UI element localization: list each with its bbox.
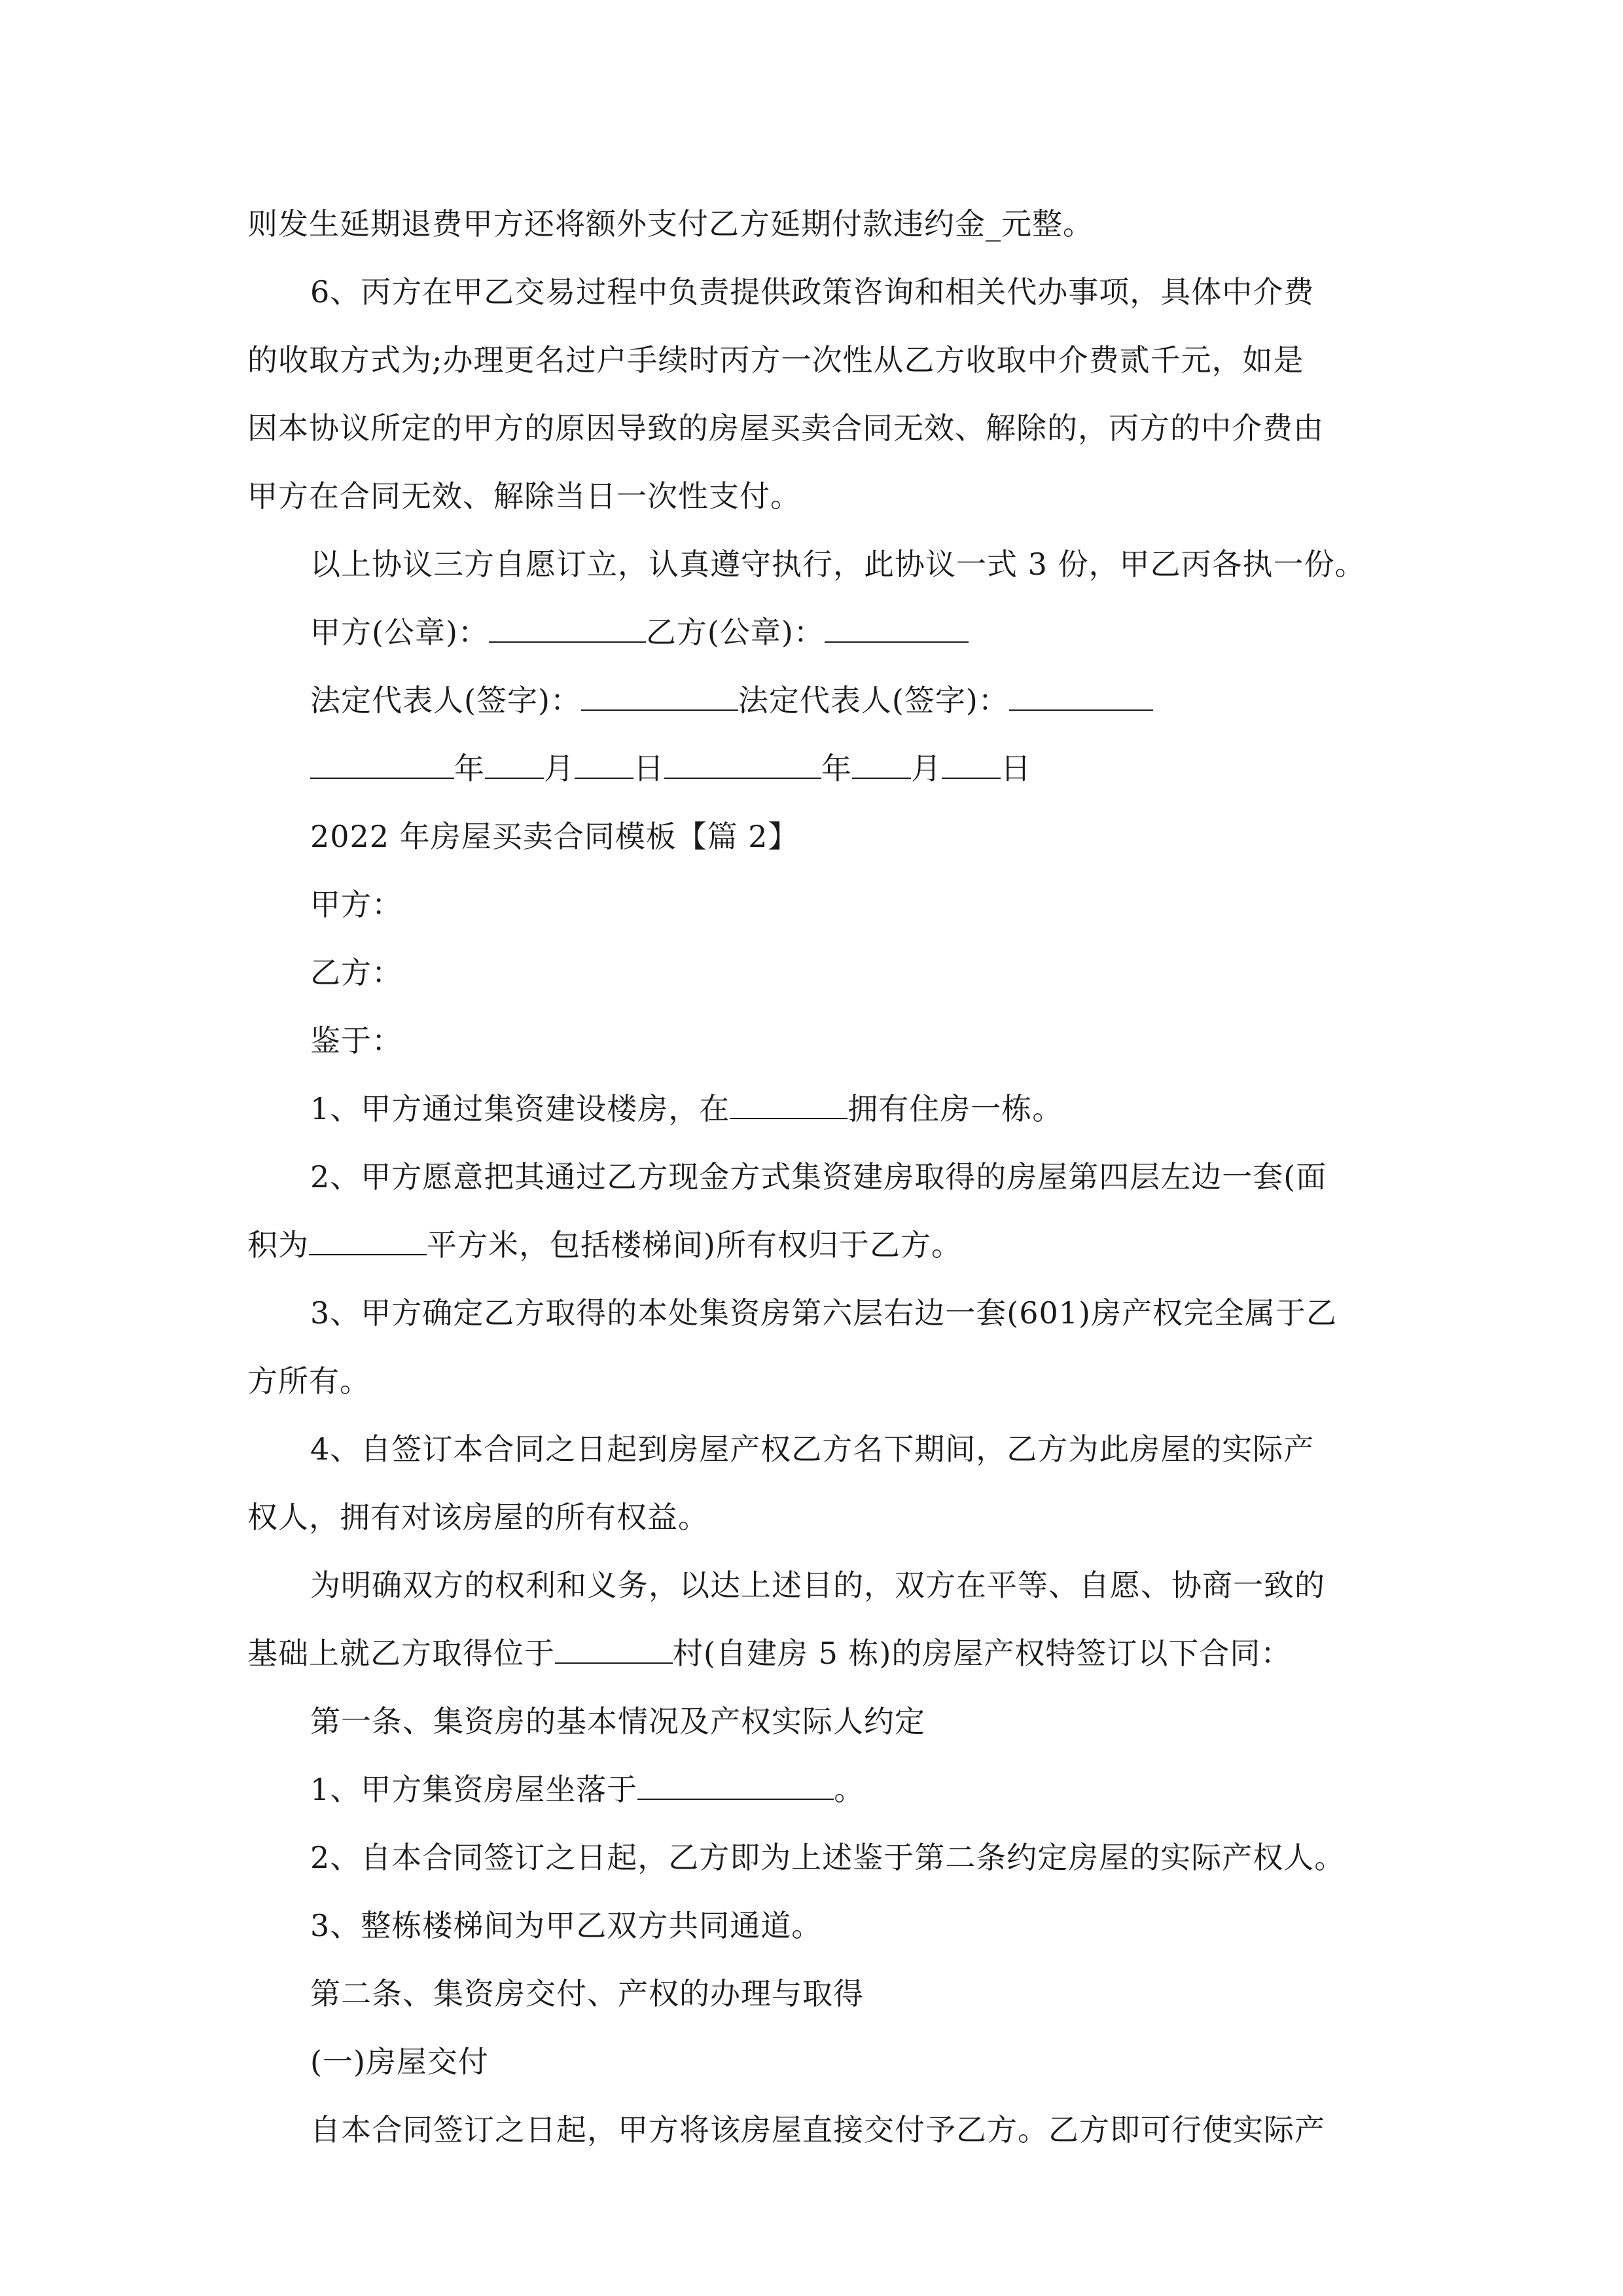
day-b-blank — [942, 751, 1001, 779]
location-blank — [730, 1092, 847, 1119]
whereas-line: 鉴于： — [310, 1023, 402, 1058]
paragraph-line: 的收取方式为;办理更名过户手续时丙方一次性从乙方收取中介费贰千元，如是 — [247, 342, 1304, 378]
rep-a-label: 法定代表人(签字)： — [310, 683, 581, 718]
whereas-1-text: 1、甲方通过集资建设楼房，在 — [310, 1091, 730, 1126]
area-text-end: 平方米，包括楼梯间)所有权归于乙方。 — [427, 1227, 962, 1263]
paragraph-line — [247, 1619, 1390, 1687]
area-blank — [309, 1228, 427, 1255]
whereas-item-1 — [247, 1075, 1390, 1143]
article-heading: 第一条、集资房的基本情况及产权实际人约定 — [310, 1704, 925, 1739]
signature-line-seal — [247, 598, 1390, 666]
paragraph-line: 3、甲方确定乙方取得的本处集资房第六层右边一套(601)房产权完全属于乙 — [310, 1295, 1337, 1331]
paragraph-line: 6、丙方在甲乙交易过程中负责提供政策咨询和相关代办事项，具体中介费 — [310, 274, 1315, 310]
year-label: 年 — [821, 751, 852, 786]
address-end: 。 — [834, 1772, 865, 1807]
article-item: 3、整栋楼梯间为甲乙双方共同通道。 — [310, 1908, 823, 1943]
party-a-seal-blank — [489, 615, 646, 643]
address-label: 1、甲方集资房屋坐落于 — [310, 1772, 638, 1807]
month-b-blank — [852, 751, 911, 779]
section-heading: 2022 年房屋买卖合同模板【篇 2】 — [310, 819, 799, 854]
date-b-blank — [664, 751, 821, 779]
village-blank — [555, 1636, 673, 1664]
signature-line-representative — [247, 666, 1390, 734]
month-label: 月 — [911, 751, 942, 786]
address-blank — [637, 1772, 834, 1800]
village-text-end: 村(自建房 5 栋)的房屋产权特签订以下合同： — [673, 1636, 1292, 1671]
paragraph-line — [247, 1211, 1390, 1279]
area-label: 积为 — [247, 1227, 309, 1263]
subsection-heading: (一)房屋交付 — [310, 2044, 489, 2079]
whereas-1-text-end: 拥有住房一栋。 — [847, 1091, 1063, 1126]
year-label: 年 — [454, 751, 485, 786]
date-a-blank — [310, 751, 454, 779]
party-b-line: 乙方： — [310, 955, 402, 990]
party-b-seal-blank — [825, 615, 969, 643]
party-b-seal-label: 乙方(公章)： — [645, 615, 825, 650]
day-a-blank — [575, 751, 633, 779]
paragraph-line: 权人，拥有对该房屋的所有权益。 — [247, 1499, 709, 1535]
document-body — [247, 190, 1390, 2164]
paragraph-line: 以上协议三方自愿订立，认真遵守执行，此协议一式 3 份，甲乙丙各执一份。 — [310, 547, 1366, 582]
day-label: 日 — [633, 751, 664, 786]
paragraph-line: 则发生延期退费甲方还将额外支付乙方延期付款违约金_元整。 — [247, 206, 1094, 242]
article-item: 2、自本合同签订之日起，乙方即为上述鉴于第二条约定房屋的实际产权人。 — [310, 1840, 1346, 1875]
month-label: 月 — [544, 751, 575, 786]
paragraph-line: 为明确双方的权利和义务，以达上述目的，双方在平等、自愿、协商一致的 — [310, 1568, 1325, 1603]
rep-b-label: 法定代表人(签字)： — [738, 683, 1009, 718]
party-a-seal-label: 甲方(公章)： — [310, 615, 489, 650]
paragraph-line: 4、自签订本合同之日起到房屋产权乙方名下期间，乙方为此房屋的实际产 — [310, 1431, 1315, 1467]
date-line — [247, 734, 1390, 802]
village-label: 基础上就乙方取得位于 — [247, 1636, 555, 1671]
day-label: 日 — [1001, 751, 1031, 786]
paragraph-line: 方所有。 — [247, 1363, 370, 1399]
rep-b-blank — [1009, 683, 1153, 711]
paragraph-line: 甲方在合同无效、解除当日一次性支付。 — [247, 478, 801, 514]
rep-a-blank — [581, 683, 738, 711]
article-item — [247, 1755, 1390, 1823]
party-a-line: 甲方： — [310, 887, 402, 922]
month-a-blank — [485, 751, 544, 779]
paragraph-line: 自本合同签订之日起，甲方将该房屋直接交付予乙方。乙方即可行使实际产 — [310, 2112, 1325, 2147]
paragraph-line: 因本协议所定的甲方的原因导致的房屋买卖合同无效、解除的，丙方的中介费由 — [247, 410, 1324, 446]
article-heading: 第二条、集资房交付、产权的办理与取得 — [310, 1976, 864, 2011]
paragraph-line: 2、甲方愿意把其通过乙方现金方式集资建房取得的房屋第四层左边一套(面 — [310, 1159, 1327, 1194]
